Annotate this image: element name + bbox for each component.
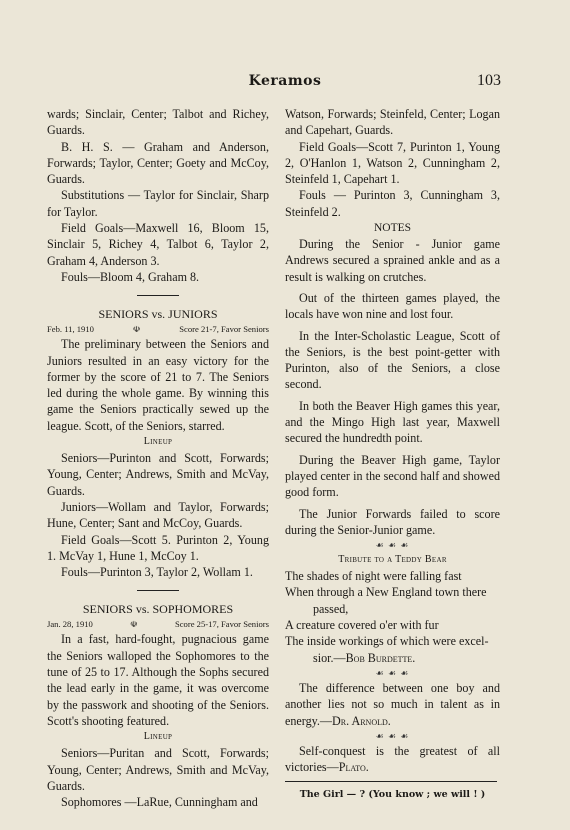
quote-author: Dr. Arnold. (332, 713, 391, 728)
paragraph: The Junior Forwards failed to score during the Senior-Junior game. (285, 506, 500, 537)
paragraph: Fouls — Purinton 3, Cunningham 3, Steinfeld 2. (285, 188, 500, 219)
footer-text: The Girl — ? (You know ; we will ! ) (299, 789, 486, 801)
poem-line: The inside workings of which were excel- (285, 634, 489, 649)
emblem-icon: ☫ (132, 324, 141, 335)
quote-text: Self-conquest is the greatest of all victories— (285, 743, 500, 775)
game-score: Score 21-7, Favor Seniors (179, 324, 269, 335)
paragraph: Substitutions — Taylor for Sinclair, Sharp for Taylor. (47, 188, 269, 219)
section-divider (137, 590, 179, 591)
section-divider (137, 295, 179, 296)
running-head-title: Keramos (248, 73, 322, 89)
paragraph: Sophomores —LaRue, Cunningham and (61, 795, 258, 810)
notes-heading: NOTES (373, 222, 412, 235)
poem-title: Tribute to a Teddy Bear (338, 554, 447, 566)
emblem-icon: ☫ (130, 619, 138, 630)
paragraph: In both the Beaver High games this year, and the Mingo High last year, Maxwell secured the hundredth point. (285, 398, 500, 446)
poem-author: Bob Burdette. (345, 650, 416, 665)
poem-line (285, 650, 500, 666)
ornament-icon: ☙ ☙ ☙ (375, 667, 410, 678)
paragraph: In a fast, hard-fought, pugnacious game the Seniors walloped the Sophomores to the tune of 25 to 17. Although the Sophs secured the lead early in the game, it was overcome by the passwork and shooting of the Seniors. Scott's shooting featured. (47, 632, 269, 728)
right-column (285, 106, 500, 802)
section-title: SENIORS vs. SOPHOMORES (82, 602, 234, 617)
left-column (47, 106, 269, 810)
paragraph: Field Goals—Scott 5. Purinton 2, Young 1. McVay 1, Hune 1, McCoy 1. (47, 532, 269, 563)
paragraph: The preliminary between the Seniors and Juniors resulted in an easy victory for the former by the score of 21 to 7. The Seniors led during the whole game. By winning this game the Seniors practically sewed up the league. Scott, of the Seniors, starred. (47, 337, 269, 433)
game-date: Feb. 11, 1910 (47, 324, 94, 335)
quote-text: The difference between one boy and another lies not so much in talent as in energy.— (285, 680, 500, 728)
quote (285, 743, 500, 776)
paragraph: Fouls—Purinton 3, Taylor 2, Wollam 1. (61, 565, 253, 580)
paragraph: Field Goals—Scott 7, Purinton 1, Young 2, O'Hanlon 1, Watson 2, Cunningham 2, Steinfeld 1, Capehart 1. (285, 139, 500, 187)
ornament-icon: ☙ ☙ ☙ (375, 540, 410, 551)
paragraph: Seniors—Puritan and Scott, Forwards; Young, Center; Andrews, Smith and McVay, Guards. (47, 746, 269, 793)
lineup-heading: Lineup (143, 731, 173, 743)
game-score: Score 25-17, Favor Seniors (174, 619, 269, 630)
paragraph: Fouls—Bloom 4, Graham 8. (61, 269, 200, 284)
quote-author: Plato. (338, 760, 369, 775)
poem-line: A creature covered o'er with fur (285, 618, 439, 633)
game-dateline (47, 618, 269, 630)
poem-line: When through a New England town there (285, 585, 487, 600)
paragraph: Field Goals—Maxwell 16, Bloom 15, Sinclair 5, Richey 4, Talbot 6, Taylor 2, Graham 4, Anderson 3. (47, 221, 269, 268)
footer-divider (285, 781, 497, 782)
paragraph: Out of the thirteen games played, the locals have won nine and lost four. (285, 290, 500, 322)
game-date: Jan. 28, 1910 (47, 619, 93, 630)
game-dateline (47, 323, 269, 335)
paragraph: In the Inter-Scholastic League, Scott of the Seniors, is the best point-getter with Purinton, also of the Seniors, a close second. (285, 328, 500, 392)
lineup-heading: Lineup (143, 436, 173, 448)
page-number: 103 (477, 72, 501, 89)
section-title: SENIORS vs. JUNIORS (98, 307, 218, 322)
paragraph: B. H. S. — Graham and Anderson, Forwards; Taylor, Center; Goety and McCoy, Guards. (47, 139, 269, 187)
paragraph: Juniors—Wollam and Taylor, Forwards; Hune, Center; Sant and McCoy, Guards. (47, 499, 269, 531)
quote (285, 680, 500, 729)
paragraph: During the Senior - Junior game Andrews secured a sprained ankle and as a result is walking on crutches. (285, 237, 500, 284)
paragraph: Seniors—Purinton and Scott, Forwards; Young, Center; Andrews, Smith and McVay, Guards. (47, 451, 269, 498)
paragraph: During the Beaver High game, Taylor played center in the second half and showed good form. (285, 452, 500, 500)
ornament-icon: ☙ ☙ ☙ (375, 730, 410, 741)
paragraph: Watson, Forwards; Steinfeld, Center; Logan and Capehart, Guards. (285, 107, 500, 138)
poem-line-text: sior.— (313, 650, 346, 665)
poem-line: The shades of night were falling fast (285, 569, 462, 584)
poem-line: passed, (313, 601, 349, 616)
paragraph: wards; Sinclair, Center; Talbot and Richey, Guards. (47, 107, 269, 138)
